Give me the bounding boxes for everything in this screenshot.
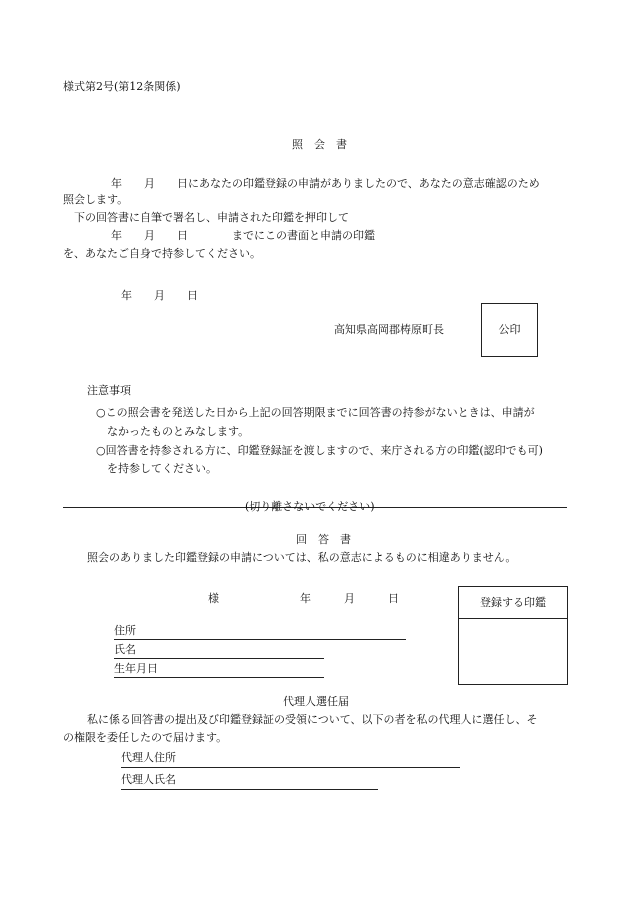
reply-date: 年 月 日 [300,592,399,605]
inquiry-line2: 照会します。 [63,193,129,206]
proxy-name-label: 代理人氏名 [121,773,176,786]
inquiry-line5: を、あなたご自身で持参してください。 [63,247,261,260]
note2-line2: を持参してください。 [107,462,217,475]
note1-line1: ○この照会書を発送した日から上記の回答期限までに回答書の持参がないときは、申請が [96,406,535,419]
registered-seal-box[interactable] [458,586,568,685]
reply-statement: 照会のありました印鑑登録の申請については、私の意志によるものに相違ありません。 [87,551,517,564]
issue-date: 年 月 日 [121,289,198,302]
note2-line1: ○回答書を持参される方に、印鑑登録証を渡しますので、来庁される方の印鑑(認印でも可) [96,444,543,457]
proxy-text-line2: の権限を委任したので届けます。 [63,731,228,744]
proxy-name-field[interactable] [121,789,378,790]
official-seal-label: 公印 [498,323,521,336]
notes-heading: 注意事項 [87,384,131,397]
birthdate-label: 生年月日 [114,662,158,675]
name-field[interactable] [114,658,324,659]
official-seal-box [481,303,538,357]
birthdate-field[interactable] [114,677,324,678]
reply-title: 回 答 書 [296,533,351,546]
address-field[interactable] [114,639,406,640]
cut-line-text: (切り離さないでください) [245,500,375,513]
inquiry-title: 照 会 書 [292,138,347,151]
reply-addressee: 様 [208,592,219,605]
inquiry-line3: 下の回答書に自筆で署名し、申請された印鑑を押印して [74,211,349,224]
address-label: 住所 [114,624,136,637]
seal-box-divider [459,618,567,619]
name-label: 氏名 [114,643,136,656]
proxy-address-label: 代理人住所 [121,751,176,764]
inquiry-deadline-line: 年 月 日 までにこの書面と申請の印鑑 [111,229,375,242]
proxy-address-field[interactable] [121,767,460,768]
proxy-title: 代理人選任届 [283,695,349,708]
inquiry-date-line: 年 月 日にあなたの印鑑登録の申請がありましたので、あなたの意志確認のため [111,177,540,190]
proxy-text-line1: 私に係る回答書の提出及び印鑑登録証の受領について、以下の者を私の代理人に選任し、そ [87,713,538,726]
note1-line2: なかったものとみなします。 [107,425,250,438]
issuer-name: 高知県高岡郡梼原町長 [334,323,444,336]
registered-seal-label: 登録する印鑑 [480,596,546,609]
form-number: 様式第2号(第12条関係) [63,80,181,93]
